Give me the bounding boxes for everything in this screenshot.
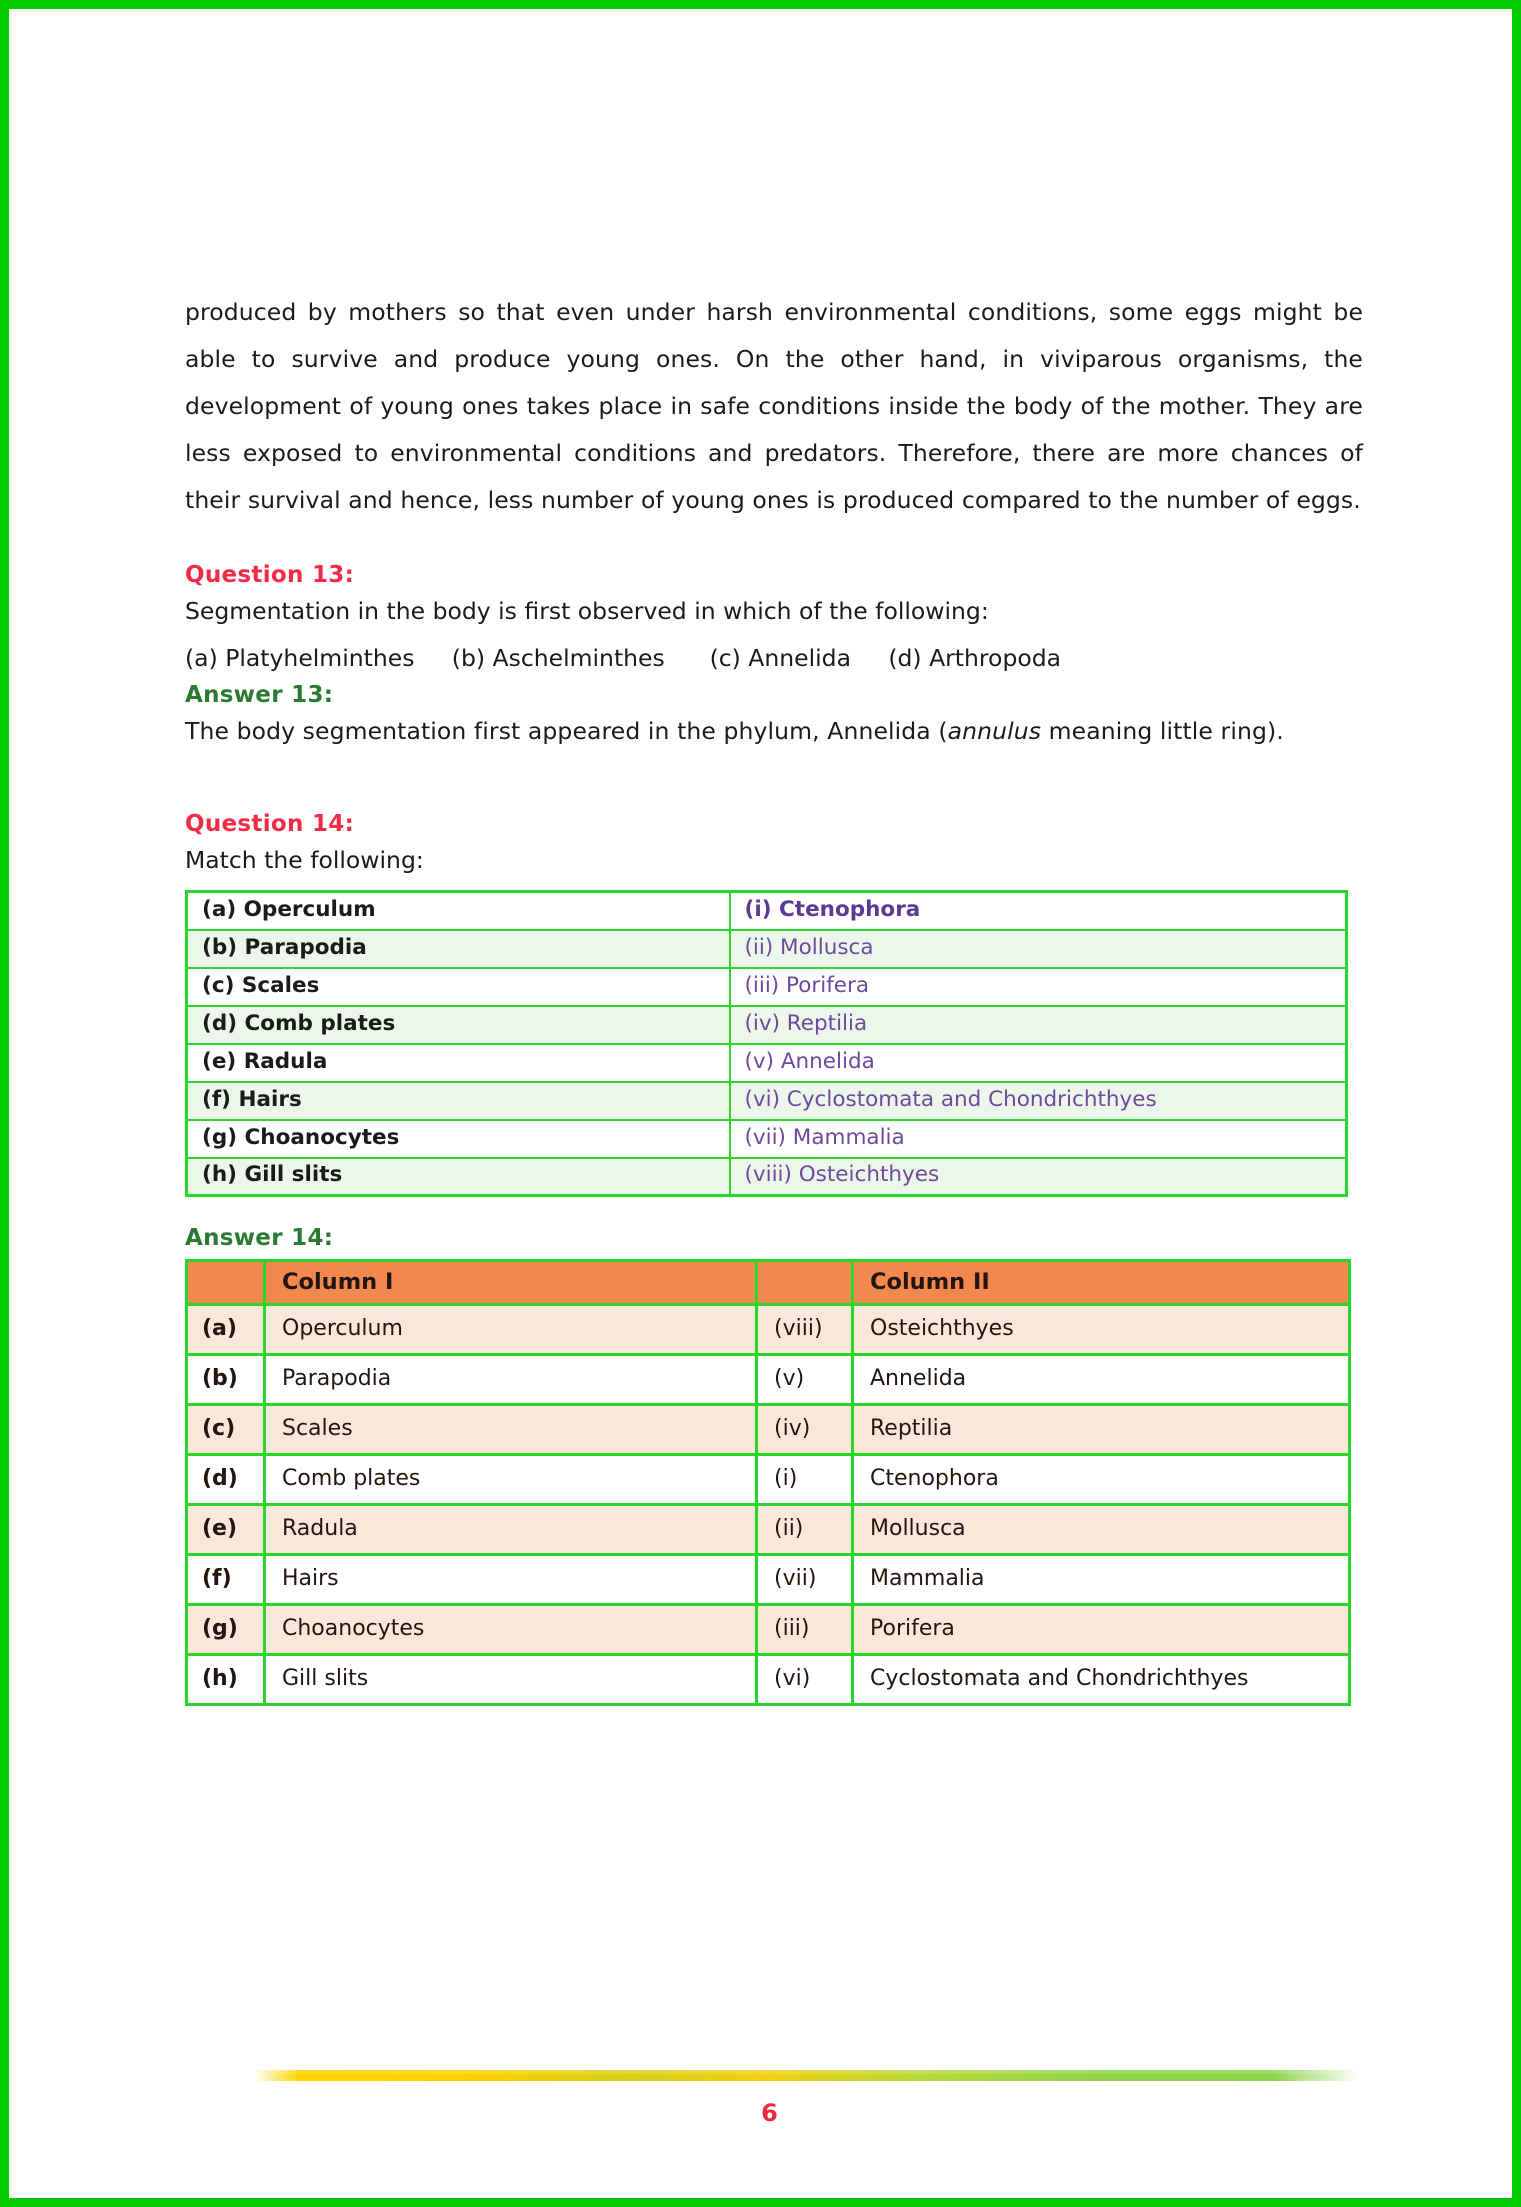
answer-row-column-2: Reptilia [853, 1405, 1350, 1455]
answer-row-roman: (iv) [757, 1405, 853, 1455]
page-right-gutter [1463, 18, 1521, 2207]
answer-row-column-1: Comb plates [265, 1455, 757, 1505]
answer-table-row [187, 1555, 1350, 1605]
match-left-cell: (b) Parapodia [187, 930, 730, 968]
match-table-row [187, 1120, 1347, 1158]
page-sheet [18, 18, 1521, 2207]
match-left-cell: (h) Gill slits [187, 1158, 730, 1196]
answer-row-column-2: Mollusca [853, 1505, 1350, 1555]
answer-row-roman: (ii) [757, 1505, 853, 1555]
answer-row-column-2: Annelida [853, 1355, 1350, 1405]
answer-table-row [187, 1655, 1350, 1705]
match-right-cell: (v) Annelida [730, 1044, 1347, 1082]
answer-table-row [187, 1605, 1350, 1655]
answer-row-key: (c) [187, 1405, 265, 1455]
answer-header-column-1: Column I [265, 1261, 757, 1305]
question-13-options: (a) Platyhelminthes (b) Aschelminthes (c) Annelida (d) Arthropoda [185, 644, 1062, 672]
answer-row-column-1: Choanocytes [265, 1605, 757, 1655]
answer-13-text [185, 708, 1363, 755]
answer-row-column-2: Ctenophora [853, 1455, 1350, 1505]
match-right-cell: (i) Ctenophora [730, 892, 1347, 930]
match-left-cell: (g) Choanocytes [187, 1120, 730, 1158]
spacer [185, 1197, 1363, 1225]
answer-row-column-1: Operculum [265, 1305, 757, 1355]
footer-decorative-rule [254, 2074, 1360, 2081]
answer-14-table [185, 1259, 1351, 1706]
match-right-cell: (iii) Porifera [730, 968, 1347, 1006]
answer-table-row [187, 1405, 1350, 1455]
answer-13-text-part1: The body segmentation first appeared in the phylum, Annelida ( [185, 717, 948, 745]
match-left-cell: (a) Operculum [187, 892, 730, 930]
match-left-cell: (e) Radula [187, 1044, 730, 1082]
match-left-cell: (f) Hairs [187, 1082, 730, 1120]
answer-row-roman: (viii) [757, 1305, 853, 1355]
question-13-heading: Question 13: [185, 562, 355, 588]
answer-row-column-2: Porifera [853, 1605, 1350, 1655]
match-right-cell: (ii) Mollusca [730, 930, 1347, 968]
answer-table-head [187, 1261, 1350, 1305]
answer-table-row [187, 1355, 1350, 1405]
match-right-cell: (iv) Reptilia [730, 1006, 1347, 1044]
answer-row-column-2: Cyclostomata and Chondrichthyes [853, 1655, 1350, 1705]
question-14-heading: Question 14: [185, 811, 355, 837]
match-the-following-table [185, 890, 1348, 1197]
answer-row-key: (h) [187, 1655, 265, 1705]
answer-row-roman: (vii) [757, 1555, 853, 1605]
match-table-row [187, 1044, 1347, 1082]
answer-row-key: (a) [187, 1305, 265, 1355]
answer-row-roman: (iii) [757, 1605, 853, 1655]
answer-13-text-italic: annulus [947, 717, 1042, 745]
answer-row-column-1: Parapodia [265, 1355, 757, 1405]
answer-row-column-1: Scales [265, 1405, 757, 1455]
answer-table-row [187, 1305, 1350, 1355]
answer-table-row [187, 1505, 1350, 1555]
answer-row-key: (d) [187, 1455, 265, 1505]
spacer [185, 755, 1363, 811]
page-content [185, 289, 1363, 1706]
match-table-row [187, 892, 1347, 930]
answer-row-roman: (vi) [757, 1655, 853, 1705]
spacer [185, 524, 1363, 562]
answer-row-column-1: Hairs [265, 1555, 757, 1605]
intro-paragraph: produced by mothers so that even under harsh environmental conditions, some eggs might be able to survive and produce young ones. On the other hand, in viviparous organisms, the development of young ones takes place in safe conditions inside the body of the mother. They are less exposed to environmental conditions and predators. Therefore, there are more chances of their survival and hence, less number of young ones is produced compared to the number of eggs. [185, 298, 1363, 514]
match-left-cell: (c) Scales [187, 968, 730, 1006]
match-table-row [187, 1082, 1347, 1120]
answer-row-column-2: Mammalia [853, 1555, 1350, 1605]
match-table-body [187, 892, 1347, 1196]
answer-13-heading: Answer 13: [185, 682, 334, 708]
answer-row-key: (f) [187, 1555, 265, 1605]
answer-row-roman: (i) [757, 1455, 853, 1505]
page-number: 6 [761, 2099, 778, 2127]
match-right-cell: (viii) Osteichthyes [730, 1158, 1347, 1196]
match-left-cell: (d) Comb plates [187, 1006, 730, 1044]
answer-row-key: (e) [187, 1505, 265, 1555]
match-table-row [187, 968, 1347, 1006]
answer-header-roman [757, 1261, 853, 1305]
match-right-cell: (vii) Mammalia [730, 1120, 1347, 1158]
answer-row-column-1: Gill slits [265, 1655, 757, 1705]
answer-table-header-row [187, 1261, 1350, 1305]
answer-header-column-2: Column II [853, 1261, 1350, 1305]
answer-table-row [187, 1455, 1350, 1505]
match-right-cell: (vi) Cyclostomata and Chondrichthyes [730, 1082, 1347, 1120]
match-table-row [187, 1006, 1347, 1044]
answer-row-column-2: Osteichthyes [853, 1305, 1350, 1355]
answer-row-roman: (v) [757, 1355, 853, 1405]
answer-row-column-1: Radula [265, 1505, 757, 1555]
answer-14-heading: Answer 14: [185, 1225, 334, 1251]
match-table-row [187, 930, 1347, 968]
question-13-prompt: Segmentation in the body is first observed in which of the following: [185, 597, 989, 625]
answer-table-body [187, 1305, 1350, 1705]
answer-header-key [187, 1261, 265, 1305]
answer-13-text-part2: meaning little ring). [1041, 717, 1284, 745]
match-table-row [187, 1158, 1347, 1196]
answer-row-key: (b) [187, 1355, 265, 1405]
question-14-prompt: Match the following: [185, 846, 424, 874]
answer-row-key: (g) [187, 1605, 265, 1655]
